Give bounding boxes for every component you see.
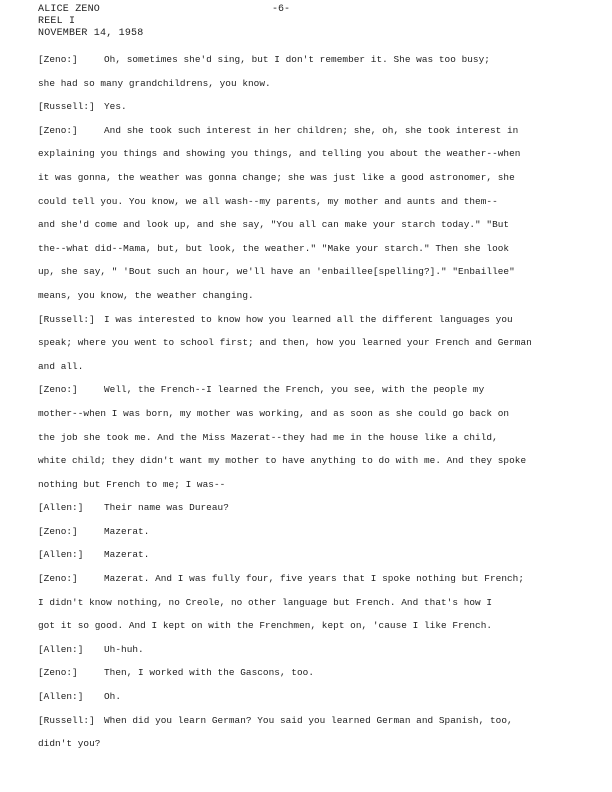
line-text: When did you learn German? You said you learned German and Spanish, too,	[104, 714, 513, 726]
line-text: means, you know, the weather changing.	[38, 289, 254, 301]
transcript-turn	[38, 496, 598, 520]
transcript-line	[38, 496, 598, 520]
transcript-turn	[38, 308, 598, 379]
line-text: I didn't know nothing, no Creole, no other language but French. And that's how I	[38, 596, 493, 608]
speaker-label: [Allen:]	[38, 502, 84, 514]
speaker-label: [Russell:]	[38, 101, 95, 113]
line-text: the job she took me. And the Miss Mazerat--they had me in the house like a child,	[38, 431, 498, 443]
speaker-label: [Russell:]	[38, 313, 95, 325]
transcript-line	[38, 543, 598, 567]
transcript-line	[38, 260, 598, 284]
transcript-line	[38, 661, 598, 685]
page-number: -6-	[272, 4, 291, 15]
transcript-line	[38, 567, 598, 591]
speaker-label: [Zeno:]	[38, 525, 78, 537]
line-text: it was gonna, the weather was gonna change; she was just like a good astronomer, she	[38, 171, 515, 183]
transcript-line	[38, 166, 598, 190]
transcript-line	[38, 591, 598, 615]
transcript-line	[38, 284, 598, 308]
line-text: white child; they didn't want my mother to have anything to do with me. And they spoke	[38, 455, 527, 467]
transcript-line	[38, 190, 598, 214]
line-text: she had so many grandchildrens, you know.	[38, 77, 271, 89]
speaker-label: [Zeno:]	[38, 124, 78, 136]
transcript-line	[38, 331, 598, 355]
transcript-line	[38, 709, 598, 733]
speaker-label: [Zeno:]	[38, 384, 78, 396]
speaker-label: [Allen:]	[38, 549, 84, 561]
transcript-body	[38, 48, 598, 756]
transcript-turn	[38, 638, 598, 662]
line-text: Mazerat.	[104, 549, 150, 561]
speaker-label: [Russell:]	[38, 714, 95, 726]
transcript-line	[38, 685, 598, 709]
line-text: Oh.	[104, 691, 122, 703]
transcript-line	[38, 520, 598, 544]
line-text: Their name was Dureau?	[104, 502, 229, 514]
transcript-turn	[38, 520, 598, 544]
transcript-line	[38, 72, 598, 96]
transcript-line	[38, 142, 598, 166]
transcript-turn	[38, 119, 598, 308]
transcript-line	[38, 308, 598, 332]
line-text: Uh-huh.	[104, 643, 144, 655]
line-text: didn't you?	[38, 738, 101, 750]
transcript-line	[38, 119, 598, 143]
header-date: NOVEMBER 14, 1958	[38, 28, 144, 39]
line-text: Then, I worked with the Gascons, too.	[104, 667, 315, 679]
transcript-line	[38, 449, 598, 473]
transcript-line	[38, 402, 598, 426]
transcript-line	[38, 638, 598, 662]
transcript-line	[38, 355, 598, 379]
line-text: And she took such interest in her children; she, oh, she took interest in	[104, 124, 519, 136]
transcript-line	[38, 732, 598, 756]
line-text: I was interested to know how you learned all the different languages you	[104, 313, 513, 325]
header-name: ALICE ZENO	[38, 4, 101, 15]
transcript-line	[38, 426, 598, 450]
transcript-turn	[38, 661, 598, 685]
line-text: could tell you. You know, we all wash--my parents, my mother and aunts and them--	[38, 195, 498, 207]
transcript-turn	[38, 48, 598, 95]
transcript-turn	[38, 685, 598, 709]
line-text: Yes.	[104, 101, 127, 113]
line-text: Mazerat.	[104, 525, 150, 537]
header-reel: REEL I	[38, 16, 76, 27]
line-text: mother--when I was born, my mother was working, and as soon as she could go back on	[38, 407, 510, 419]
line-text: speak; where you went to school first; and then, how you learned your French and German	[38, 337, 532, 349]
speaker-label: [Allen:]	[38, 643, 84, 655]
transcript-turn	[38, 543, 598, 567]
line-text: got it so good. And I kept on with the Frenchmen, kept on, 'cause I like French.	[38, 620, 493, 632]
transcript-line	[38, 473, 598, 497]
line-text: nothing but French to me; I was--	[38, 478, 226, 490]
line-text: Mazerat. And I was fully four, five years that I spoke nothing but French;	[104, 573, 525, 585]
speaker-label: [Zeno:]	[38, 573, 78, 585]
line-text: and she'd come and look up, and she say, "You all can make your starch today." "But	[38, 219, 510, 231]
line-text: and all.	[38, 360, 84, 372]
transcript-line	[38, 95, 598, 119]
transcript-line	[38, 213, 598, 237]
transcript-turn	[38, 567, 598, 638]
transcript-line	[38, 237, 598, 261]
speaker-label: [Zeno:]	[38, 54, 78, 65]
document-header	[38, 4, 143, 40]
line-text: up, she say, " 'Bout such an hour, we'll have an 'enbaillee[spelling?]." "Enbaillee"	[38, 266, 515, 278]
speaker-label: [Allen:]	[38, 691, 84, 703]
transcript-line	[38, 48, 598, 72]
transcript-turn	[38, 95, 598, 119]
transcript-line	[38, 378, 598, 402]
speaker-label: [Zeno:]	[38, 667, 78, 679]
transcript-line	[38, 614, 598, 638]
line-text: explaining you things and showing you things, and telling you about the weather--when	[38, 148, 521, 160]
line-text: the--what did--Mama, but, but look, the weather." "Make your starch." Then she look	[38, 242, 510, 254]
line-text: Oh, sometimes she'd sing, but I don't remember it. She was too busy;	[104, 54, 490, 65]
transcript-turn	[38, 378, 598, 496]
line-text: Well, the French--I learned the French, you see, with the people my	[104, 384, 485, 396]
transcript-turn	[38, 709, 598, 756]
